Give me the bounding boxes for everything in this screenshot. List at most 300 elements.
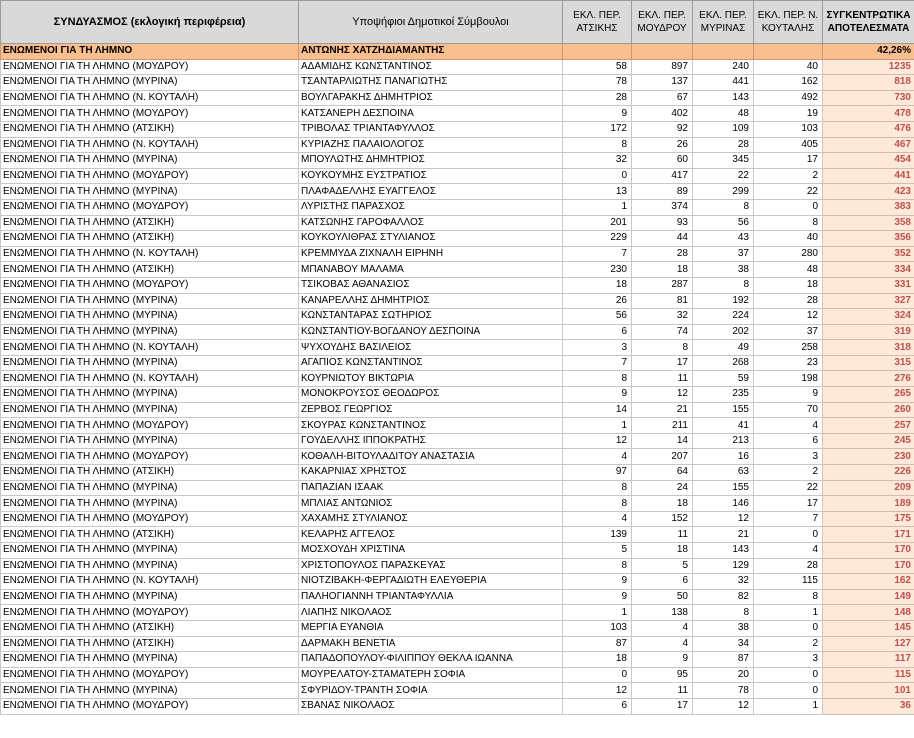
table-row[interactable] — [1, 496, 914, 512]
table-row[interactable] — [1, 215, 914, 231]
party-cell[interactable]: ΕΝΩΜΕΝΟΙ ΓΙΑ ΤΗ ΛΗΜΝΟ (ΑΤΣΙΚΗ) — [1, 262, 299, 278]
atsiki-cell[interactable]: 1 — [563, 418, 632, 434]
total-cell[interactable]: 145 — [823, 620, 914, 636]
table-row[interactable] — [1, 620, 914, 636]
myrina-cell[interactable]: 48 — [693, 106, 754, 122]
party-cell[interactable]: ΕΝΩΜΕΝΟΙ ΓΙΑ ΤΗ ΛΗΜΝΟ (ΜΟΥΔΡΟΥ) — [1, 667, 299, 683]
lead-myrina-cell[interactable] — [693, 44, 754, 60]
table-row[interactable] — [1, 589, 914, 605]
koutali-cell[interactable]: 258 — [754, 340, 823, 356]
candidate-cell[interactable]: ΚΡΕΜΜΥΔΑ ΖΙΧΝΑΛΗ ΕΙΡΗΝΗ — [299, 246, 563, 262]
table-row[interactable] — [1, 636, 914, 652]
total-cell[interactable]: 149 — [823, 589, 914, 605]
koutali-cell[interactable]: 280 — [754, 246, 823, 262]
moudros-cell[interactable]: 11 — [632, 683, 693, 699]
moudros-cell[interactable]: 152 — [632, 511, 693, 527]
moudros-cell[interactable]: 93 — [632, 215, 693, 231]
atsiki-cell[interactable]: 9 — [563, 106, 632, 122]
candidate-cell[interactable]: ΜΠΟΥΛΩΤΗΣ ΔΗΜΗΤΡΙΟΣ — [299, 153, 563, 169]
party-cell[interactable]: ΕΝΩΜΕΝΟΙ ΓΙΑ ΤΗ ΛΗΜΝΟ (ΜΥΡΙΝΑ) — [1, 293, 299, 309]
total-cell[interactable]: 319 — [823, 324, 914, 340]
myrina-cell[interactable]: 143 — [693, 543, 754, 559]
koutali-cell[interactable]: 9 — [754, 387, 823, 403]
moudros-cell[interactable]: 12 — [632, 387, 693, 403]
koutali-cell[interactable]: 17 — [754, 153, 823, 169]
myrina-cell[interactable]: 82 — [693, 589, 754, 605]
total-cell[interactable]: 276 — [823, 371, 914, 387]
party-cell[interactable]: ΕΝΩΜΕΝΟΙ ΓΙΑ ΤΗ ΛΗΜΝΟ (ΜΥΡΙΝΑ) — [1, 558, 299, 574]
candidate-cell[interactable]: ΤΣΑΝΤΑΡΛΙΩΤΗΣ ΠΑΝΑΓΙΩΤΗΣ — [299, 75, 563, 91]
table-row[interactable] — [1, 106, 914, 122]
candidate-cell[interactable]: ΖΕΡΒΟΣ ΓΕΩΡΓΙΟΣ — [299, 402, 563, 418]
party-cell[interactable]: ΕΝΩΜΕΝΟΙ ΓΙΑ ΤΗ ΛΗΜΝΟ (ΜΥΡΙΝΑ) — [1, 543, 299, 559]
atsiki-cell[interactable]: 229 — [563, 231, 632, 247]
total-cell[interactable]: 115 — [823, 667, 914, 683]
atsiki-cell[interactable]: 9 — [563, 589, 632, 605]
candidate-cell[interactable]: ΜΟΣΧΟΥΔΗ ΧΡΙΣΤΙΝΑ — [299, 543, 563, 559]
atsiki-cell[interactable]: 9 — [563, 387, 632, 403]
table-row[interactable] — [1, 168, 914, 184]
koutali-cell[interactable]: 2 — [754, 636, 823, 652]
table-row[interactable] — [1, 324, 914, 340]
header-koutali[interactable]: ΕΚΛ. ΠΕΡ. Ν. ΚΟΥΤΑΛΗΣ — [754, 1, 823, 44]
moudros-cell[interactable]: 28 — [632, 246, 693, 262]
myrina-cell[interactable]: 146 — [693, 496, 754, 512]
candidate-cell[interactable]: ΝΙΟΤΖΙΒΑΚΗ-ΦΕΡΓΑΔΙΩΤΗ ΕΛΕΥΘΕΡΙΑ — [299, 574, 563, 590]
candidate-cell[interactable]: ΜΟΥΡΕΛΑΤΟΥ-ΣΤΑΜΑΤΕΡΗ ΣΟΦΙΑ — [299, 667, 563, 683]
candidate-cell[interactable]: ΠΑΛΗΟΓΙΑΝΝΗ ΤΡΙΑΝΤΑΦΥΛΛΙΑ — [299, 589, 563, 605]
moudros-cell[interactable]: 8 — [632, 340, 693, 356]
lead-total-cell[interactable]: 42,26% — [823, 44, 914, 60]
header-myrina[interactable]: ΕΚΛ. ΠΕΡ. ΜΥΡΙΝΑΣ — [693, 1, 754, 44]
atsiki-cell[interactable]: 1 — [563, 199, 632, 215]
candidate-cell[interactable]: ΠΛΑΦΑΔΕΛΛΗΣ ΕΥΑΓΓΕΛΟΣ — [299, 184, 563, 200]
koutali-cell[interactable]: 18 — [754, 277, 823, 293]
table-row[interactable] — [1, 59, 914, 75]
party-cell[interactable]: ΕΝΩΜΕΝΟΙ ΓΙΑ ΤΗ ΛΗΜΝΟ (ΑΤΣΙΚΗ) — [1, 121, 299, 137]
party-cell[interactable]: ΕΝΩΜΕΝΟΙ ΓΙΑ ΤΗ ΛΗΜΝΟ (ΜΟΥΔΡΟΥ) — [1, 605, 299, 621]
koutali-cell[interactable]: 1 — [754, 605, 823, 621]
atsiki-cell[interactable]: 0 — [563, 667, 632, 683]
moudros-cell[interactable]: 287 — [632, 277, 693, 293]
myrina-cell[interactable]: 78 — [693, 683, 754, 699]
table-row[interactable] — [1, 652, 914, 668]
moudros-cell[interactable]: 207 — [632, 449, 693, 465]
candidate-cell[interactable]: ΜΠΑΝΑΒΟΥ ΜΑΛΑΜΑ — [299, 262, 563, 278]
total-cell[interactable]: 441 — [823, 168, 914, 184]
atsiki-cell[interactable]: 172 — [563, 121, 632, 137]
party-cell[interactable]: ΕΝΩΜΕΝΟΙ ΓΙΑ ΤΗ ΛΗΜΝΟ (ΜΥΡΙΝΑ) — [1, 324, 299, 340]
myrina-cell[interactable]: 192 — [693, 293, 754, 309]
myrina-cell[interactable]: 63 — [693, 465, 754, 481]
myrina-cell[interactable]: 21 — [693, 527, 754, 543]
myrina-cell[interactable]: 235 — [693, 387, 754, 403]
atsiki-cell[interactable]: 4 — [563, 511, 632, 527]
total-cell[interactable]: 117 — [823, 652, 914, 668]
myrina-cell[interactable]: 16 — [693, 449, 754, 465]
candidate-cell[interactable]: ΜΕΡΓΙΑ ΕΥΑΝΘΙΑ — [299, 620, 563, 636]
moudros-cell[interactable]: 18 — [632, 496, 693, 512]
koutali-cell[interactable]: 17 — [754, 496, 823, 512]
moudros-cell[interactable]: 11 — [632, 527, 693, 543]
myrina-cell[interactable]: 8 — [693, 277, 754, 293]
myrina-cell[interactable]: 38 — [693, 262, 754, 278]
total-cell[interactable]: 162 — [823, 574, 914, 590]
party-cell[interactable]: ΕΝΩΜΕΝΟΙ ΓΙΑ ΤΗ ΛΗΜΝΟ (ΑΤΣΙΚΗ) — [1, 215, 299, 231]
party-cell[interactable]: ΕΝΩΜΕΝΟΙ ΓΙΑ ΤΗ ΛΗΜΝΟ (ΜΟΥΔΡΟΥ) — [1, 199, 299, 215]
candidate-cell[interactable]: ΚΑΝΑΡΕΛΛΗΣ ΔΗΜΗΤΡΙΟΣ — [299, 293, 563, 309]
table-row[interactable] — [1, 418, 914, 434]
koutali-cell[interactable]: 0 — [754, 199, 823, 215]
party-cell[interactable]: ΕΝΩΜΕΝΟΙ ΓΙΑ ΤΗ ΛΗΜΝΟ (ΜΟΥΔΡΟΥ) — [1, 698, 299, 714]
atsiki-cell[interactable]: 32 — [563, 153, 632, 169]
candidate-cell[interactable]: ΠΑΠΑΔΟΠΟΥΛΟΥ-ΦΙΛΙΠΠΟΥ ΘΕΚΛΑ ΙΩΑΝΝΑ — [299, 652, 563, 668]
candidate-cell[interactable]: ΚΟΥΚΟΥΛΙΘΡΑΣ ΣΤΥΛΙΑΝΟΣ — [299, 231, 563, 247]
lead-party-cell[interactable]: ΕΝΩΜΕΝΟΙ ΓΙΑ ΤΗ ΛΗΜΝΟ — [1, 44, 299, 60]
table-row[interactable] — [1, 371, 914, 387]
myrina-cell[interactable]: 49 — [693, 340, 754, 356]
moudros-cell[interactable]: 897 — [632, 59, 693, 75]
moudros-cell[interactable]: 67 — [632, 90, 693, 106]
table-row[interactable] — [1, 558, 914, 574]
myrina-cell[interactable]: 441 — [693, 75, 754, 91]
moudros-cell[interactable]: 211 — [632, 418, 693, 434]
myrina-cell[interactable]: 12 — [693, 511, 754, 527]
koutali-cell[interactable]: 3 — [754, 449, 823, 465]
header-atsiki[interactable]: ΕΚΛ. ΠΕΡ. ΑΤΣΙΚΗΣ — [563, 1, 632, 44]
moudros-cell[interactable]: 32 — [632, 309, 693, 325]
lead-atsiki-cell[interactable] — [563, 44, 632, 60]
total-cell[interactable]: 101 — [823, 683, 914, 699]
moudros-cell[interactable]: 9 — [632, 652, 693, 668]
moudros-cell[interactable]: 402 — [632, 106, 693, 122]
myrina-cell[interactable]: 8 — [693, 199, 754, 215]
atsiki-cell[interactable]: 18 — [563, 277, 632, 293]
header-candidate[interactable]: Υποψήφιοι Δημοτικοί Σύμβουλοι — [299, 1, 563, 44]
table-row[interactable] — [1, 293, 914, 309]
moudros-cell[interactable]: 5 — [632, 558, 693, 574]
lead-row[interactable] — [1, 44, 914, 60]
table-row[interactable] — [1, 121, 914, 137]
total-cell[interactable]: 324 — [823, 309, 914, 325]
total-cell[interactable]: 358 — [823, 215, 914, 231]
moudros-cell[interactable]: 18 — [632, 543, 693, 559]
atsiki-cell[interactable]: 56 — [563, 309, 632, 325]
moudros-cell[interactable]: 137 — [632, 75, 693, 91]
moudros-cell[interactable]: 24 — [632, 480, 693, 496]
moudros-cell[interactable]: 21 — [632, 402, 693, 418]
total-cell[interactable]: 467 — [823, 137, 914, 153]
candidate-cell[interactable]: ΧΡΙΣΤΟΠΟΥΛΟΣ ΠΑΡΑΣΚΕΥΑΣ — [299, 558, 563, 574]
moudros-cell[interactable]: 14 — [632, 433, 693, 449]
moudros-cell[interactable]: 6 — [632, 574, 693, 590]
myrina-cell[interactable]: 37 — [693, 246, 754, 262]
koutali-cell[interactable]: 2 — [754, 168, 823, 184]
candidate-cell[interactable]: ΚΟΘΑΛΗ-ΒΙΤΟΥΛΑΔΙΤΟΥ ΑΝΑΣΤΑΣΙΑ — [299, 449, 563, 465]
total-cell[interactable]: 1235 — [823, 59, 914, 75]
myrina-cell[interactable]: 240 — [693, 59, 754, 75]
table-row[interactable] — [1, 355, 914, 371]
koutali-cell[interactable]: 1 — [754, 698, 823, 714]
moudros-cell[interactable]: 95 — [632, 667, 693, 683]
moudros-cell[interactable]: 11 — [632, 371, 693, 387]
table-row[interactable] — [1, 246, 914, 262]
myrina-cell[interactable]: 22 — [693, 168, 754, 184]
party-cell[interactable]: ΕΝΩΜΕΝΟΙ ΓΙΑ ΤΗ ΛΗΜΝΟ (ΜΥΡΙΝΑ) — [1, 683, 299, 699]
lead-koutali-cell[interactable] — [754, 44, 823, 60]
moudros-cell[interactable]: 89 — [632, 184, 693, 200]
total-cell[interactable]: 245 — [823, 433, 914, 449]
party-cell[interactable]: ΕΝΩΜΕΝΟΙ ΓΙΑ ΤΗ ΛΗΜΝΟ (ΜΥΡΙΝΑ) — [1, 75, 299, 91]
total-cell[interactable]: 454 — [823, 153, 914, 169]
party-cell[interactable]: ΕΝΩΜΕΝΟΙ ΓΙΑ ΤΗ ΛΗΜΝΟ (ΜΥΡΙΝΑ) — [1, 402, 299, 418]
total-cell[interactable]: 265 — [823, 387, 914, 403]
total-cell[interactable]: 127 — [823, 636, 914, 652]
total-cell[interactable]: 226 — [823, 465, 914, 481]
table-row[interactable] — [1, 199, 914, 215]
koutali-cell[interactable]: 492 — [754, 90, 823, 106]
myrina-cell[interactable]: 202 — [693, 324, 754, 340]
myrina-cell[interactable]: 41 — [693, 418, 754, 434]
total-cell[interactable]: 257 — [823, 418, 914, 434]
koutali-cell[interactable]: 7 — [754, 511, 823, 527]
koutali-cell[interactable]: 8 — [754, 589, 823, 605]
party-cell[interactable]: ΕΝΩΜΕΝΟΙ ΓΙΑ ΤΗ ΛΗΜΝΟ (ΜΟΥΔΡΟΥ) — [1, 106, 299, 122]
party-cell[interactable]: ΕΝΩΜΕΝΟΙ ΓΙΑ ΤΗ ΛΗΜΝΟ (ΜΥΡΙΝΑ) — [1, 309, 299, 325]
table-row[interactable] — [1, 480, 914, 496]
myrina-cell[interactable]: 20 — [693, 667, 754, 683]
koutali-cell[interactable]: 40 — [754, 59, 823, 75]
candidate-cell[interactable]: ΣΒΑΝΑΣ ΝΙΚΟΛΑΟΣ — [299, 698, 563, 714]
koutali-cell[interactable]: 23 — [754, 355, 823, 371]
koutali-cell[interactable]: 0 — [754, 683, 823, 699]
total-cell[interactable]: 334 — [823, 262, 914, 278]
myrina-cell[interactable]: 38 — [693, 620, 754, 636]
myrina-cell[interactable]: 8 — [693, 605, 754, 621]
myrina-cell[interactable]: 109 — [693, 121, 754, 137]
party-cell[interactable]: ΕΝΩΜΕΝΟΙ ΓΙΑ ΤΗ ΛΗΜΝΟ (ΜΥΡΙΝΑ) — [1, 496, 299, 512]
koutali-cell[interactable]: 6 — [754, 433, 823, 449]
moudros-cell[interactable]: 417 — [632, 168, 693, 184]
atsiki-cell[interactable]: 8 — [563, 371, 632, 387]
table-row[interactable] — [1, 387, 914, 403]
moudros-cell[interactable]: 17 — [632, 355, 693, 371]
total-cell[interactable]: 315 — [823, 355, 914, 371]
koutali-cell[interactable]: 162 — [754, 75, 823, 91]
party-cell[interactable]: ΕΝΩΜΕΝΟΙ ΓΙΑ ΤΗ ΛΗΜΝΟ (ΜΟΥΔΡΟΥ) — [1, 449, 299, 465]
table-row[interactable] — [1, 698, 914, 714]
party-cell[interactable]: ΕΝΩΜΕΝΟΙ ΓΙΑ ΤΗ ΛΗΜΝΟ (Ν. ΚΟΥΤΑΛΗ) — [1, 340, 299, 356]
total-cell[interactable]: 383 — [823, 199, 914, 215]
koutali-cell[interactable]: 3 — [754, 652, 823, 668]
atsiki-cell[interactable]: 13 — [563, 184, 632, 200]
atsiki-cell[interactable]: 12 — [563, 433, 632, 449]
total-cell[interactable]: 230 — [823, 449, 914, 465]
party-cell[interactable]: ΕΝΩΜΕΝΟΙ ΓΙΑ ΤΗ ΛΗΜΝΟ (ΑΤΣΙΚΗ) — [1, 527, 299, 543]
party-cell[interactable]: ΕΝΩΜΕΝΟΙ ΓΙΑ ΤΗ ΛΗΜΝΟ (ΜΟΥΔΡΟΥ) — [1, 418, 299, 434]
table-row[interactable] — [1, 574, 914, 590]
atsiki-cell[interactable]: 14 — [563, 402, 632, 418]
candidate-cell[interactable]: ΑΓΑΠΙΟΣ ΚΩΝΣΤΑΝΤΙΝΟΣ — [299, 355, 563, 371]
table-row[interactable] — [1, 433, 914, 449]
candidate-cell[interactable]: ΜΟΝΟΚΡΟΥΣΟΣ ΘΕΟΔΩΡΟΣ — [299, 387, 563, 403]
table-row[interactable] — [1, 543, 914, 559]
atsiki-cell[interactable]: 58 — [563, 59, 632, 75]
atsiki-cell[interactable]: 8 — [563, 558, 632, 574]
candidate-cell[interactable]: ΚΟΥΡΝΙΩΤΟΥ ΒΙΚΤΩΡΙΑ — [299, 371, 563, 387]
total-cell[interactable]: 170 — [823, 543, 914, 559]
myrina-cell[interactable]: 34 — [693, 636, 754, 652]
myrina-cell[interactable]: 87 — [693, 652, 754, 668]
party-cell[interactable]: ΕΝΩΜΕΝΟΙ ΓΙΑ ΤΗ ΛΗΜΝΟ (ΑΤΣΙΚΗ) — [1, 465, 299, 481]
myrina-cell[interactable]: 155 — [693, 480, 754, 496]
koutali-cell[interactable]: 40 — [754, 231, 823, 247]
party-cell[interactable]: ΕΝΩΜΕΝΟΙ ΓΙΑ ΤΗ ΛΗΜΝΟ (ΑΤΣΙΚΗ) — [1, 231, 299, 247]
atsiki-cell[interactable]: 6 — [563, 698, 632, 714]
total-cell[interactable]: 175 — [823, 511, 914, 527]
party-cell[interactable]: ΕΝΩΜΕΝΟΙ ΓΙΑ ΤΗ ΛΗΜΝΟ (ΜΥΡΙΝΑ) — [1, 387, 299, 403]
koutali-cell[interactable]: 48 — [754, 262, 823, 278]
table-row[interactable] — [1, 184, 914, 200]
party-cell[interactable]: ΕΝΩΜΕΝΟΙ ΓΙΑ ΤΗ ΛΗΜΝΟ (ΜΟΥΔΡΟΥ) — [1, 59, 299, 75]
party-cell[interactable]: ΕΝΩΜΕΝΟΙ ΓΙΑ ΤΗ ΛΗΜΝΟ (Ν. ΚΟΥΤΑΛΗ) — [1, 371, 299, 387]
header-moudros[interactable]: ΕΚΛ. ΠΕΡ. ΜΟΥΔΡΟΥ — [632, 1, 693, 44]
candidate-cell[interactable]: ΓΟΥΔΕΛΛΗΣ ΙΠΠΟΚΡΑΤΗΣ — [299, 433, 563, 449]
myrina-cell[interactable]: 155 — [693, 402, 754, 418]
myrina-cell[interactable]: 32 — [693, 574, 754, 590]
table-row[interactable] — [1, 90, 914, 106]
atsiki-cell[interactable]: 230 — [563, 262, 632, 278]
candidate-cell[interactable]: ΛΙΑΠΗΣ ΝΙΚΟΛΑΟΣ — [299, 605, 563, 621]
candidate-cell[interactable]: ΚΑΤΣΑΝΕΡΗ ΔΕΣΠΟΙΝΑ — [299, 106, 563, 122]
atsiki-cell[interactable]: 28 — [563, 90, 632, 106]
atsiki-cell[interactable]: 78 — [563, 75, 632, 91]
table-row[interactable] — [1, 231, 914, 247]
atsiki-cell[interactable]: 8 — [563, 137, 632, 153]
table-row[interactable] — [1, 262, 914, 278]
atsiki-cell[interactable]: 7 — [563, 355, 632, 371]
total-cell[interactable]: 478 — [823, 106, 914, 122]
candidate-cell[interactable]: ΚΩΝΣΤΑΝΤΙΟΥ-ΒΟΓΔΑΝΟΥ ΔΕΣΠΟΙΝΑ — [299, 324, 563, 340]
header-party[interactable]: ΣΥΝΔΥΑΣΜΟΣ (εκλογική περιφέρεια) — [1, 1, 299, 44]
atsiki-cell[interactable]: 201 — [563, 215, 632, 231]
table-row[interactable] — [1, 605, 914, 621]
total-cell[interactable]: 260 — [823, 402, 914, 418]
table-row[interactable] — [1, 511, 914, 527]
moudros-cell[interactable]: 26 — [632, 137, 693, 153]
atsiki-cell[interactable]: 12 — [563, 683, 632, 699]
koutali-cell[interactable]: 198 — [754, 371, 823, 387]
atsiki-cell[interactable]: 1 — [563, 605, 632, 621]
candidate-cell[interactable]: ΔΑΡΜΑΚΗ ΒΕΝΕΤΙΑ — [299, 636, 563, 652]
table-row[interactable] — [1, 683, 914, 699]
total-cell[interactable]: 423 — [823, 184, 914, 200]
moudros-cell[interactable]: 4 — [632, 636, 693, 652]
myrina-cell[interactable]: 28 — [693, 137, 754, 153]
myrina-cell[interactable]: 12 — [693, 698, 754, 714]
candidate-cell[interactable]: ΤΣΙΚΟΒΑΣ ΑΘΑΝΑΣΙΟΣ — [299, 277, 563, 293]
table-row[interactable] — [1, 340, 914, 356]
total-cell[interactable]: 730 — [823, 90, 914, 106]
koutali-cell[interactable]: 4 — [754, 418, 823, 434]
myrina-cell[interactable]: 143 — [693, 90, 754, 106]
total-cell[interactable]: 36 — [823, 698, 914, 714]
party-cell[interactable]: ΕΝΩΜΕΝΟΙ ΓΙΑ ΤΗ ΛΗΜΝΟ (ΜΥΡΙΝΑ) — [1, 184, 299, 200]
atsiki-cell[interactable]: 26 — [563, 293, 632, 309]
lead-moudros-cell[interactable] — [632, 44, 693, 60]
koutali-cell[interactable]: 2 — [754, 465, 823, 481]
candidate-cell[interactable]: ΣΦΥΡΙΔΟΥ-ΤΡΑΝΤΗ ΣΟΦΙΑ — [299, 683, 563, 699]
candidate-cell[interactable]: ΠΑΠΑΖΙΑΝ ΙΣΑΑΚ — [299, 480, 563, 496]
koutali-cell[interactable]: 28 — [754, 558, 823, 574]
moudros-cell[interactable]: 4 — [632, 620, 693, 636]
myrina-cell[interactable]: 56 — [693, 215, 754, 231]
party-cell[interactable]: ΕΝΩΜΕΝΟΙ ΓΙΑ ΤΗ ΛΗΜΝΟ (ΜΟΥΔΡΟΥ) — [1, 168, 299, 184]
koutali-cell[interactable]: 0 — [754, 527, 823, 543]
koutali-cell[interactable]: 70 — [754, 402, 823, 418]
party-cell[interactable]: ΕΝΩΜΕΝΟΙ ΓΙΑ ΤΗ ΛΗΜΝΟ (ΑΤΣΙΚΗ) — [1, 620, 299, 636]
atsiki-cell[interactable]: 97 — [563, 465, 632, 481]
moudros-cell[interactable]: 92 — [632, 121, 693, 137]
atsiki-cell[interactable]: 3 — [563, 340, 632, 356]
myrina-cell[interactable]: 224 — [693, 309, 754, 325]
koutali-cell[interactable]: 115 — [754, 574, 823, 590]
moudros-cell[interactable]: 60 — [632, 153, 693, 169]
total-cell[interactable]: 318 — [823, 340, 914, 356]
party-cell[interactable]: ΕΝΩΜΕΝΟΙ ΓΙΑ ΤΗ ΛΗΜΝΟ (ΜΥΡΙΝΑ) — [1, 433, 299, 449]
myrina-cell[interactable]: 299 — [693, 184, 754, 200]
moudros-cell[interactable]: 44 — [632, 231, 693, 247]
candidate-cell[interactable]: ΚΩΝΣΤΑΝΤΑΡΑΣ ΣΩΤΗΡΙΟΣ — [299, 309, 563, 325]
candidate-cell[interactable]: ΚΕΛΑΡΗΣ ΑΓΓΕΛΟΣ — [299, 527, 563, 543]
table-row[interactable] — [1, 277, 914, 293]
candidate-cell[interactable]: ΚΑΤΣΩΝΗΣ ΓΑΡΟΦΑΛΛΟΣ — [299, 215, 563, 231]
candidate-cell[interactable]: ΛΥΡΙΣΤΗΣ ΠΑΡΑΣΧΟΣ — [299, 199, 563, 215]
party-cell[interactable]: ΕΝΩΜΕΝΟΙ ΓΙΑ ΤΗ ΛΗΜΝΟ (Ν. ΚΟΥΤΑΛΗ) — [1, 137, 299, 153]
total-cell[interactable]: 171 — [823, 527, 914, 543]
moudros-cell[interactable]: 64 — [632, 465, 693, 481]
candidate-cell[interactable]: ΚΥΡΙΑΖΗΣ ΠΑΛΑΙΟΛΟΓΟΣ — [299, 137, 563, 153]
atsiki-cell[interactable]: 6 — [563, 324, 632, 340]
party-cell[interactable]: ΕΝΩΜΕΝΟΙ ΓΙΑ ΤΗ ΛΗΜΝΟ (ΜΟΥΔΡΟΥ) — [1, 277, 299, 293]
party-cell[interactable]: ΕΝΩΜΕΝΟΙ ΓΙΑ ΤΗ ΛΗΜΝΟ (ΜΥΡΙΝΑ) — [1, 652, 299, 668]
atsiki-cell[interactable]: 0 — [563, 168, 632, 184]
koutali-cell[interactable]: 22 — [754, 184, 823, 200]
table-row[interactable] — [1, 527, 914, 543]
candidate-cell[interactable]: ΒΟΥΛΓΑΡΑΚΗΣ ΔΗΜΗΤΡΙΟΣ — [299, 90, 563, 106]
party-cell[interactable]: ΕΝΩΜΕΝΟΙ ΓΙΑ ΤΗ ΛΗΜΝΟ (Ν. ΚΟΥΤΑΛΗ) — [1, 574, 299, 590]
myrina-cell[interactable]: 268 — [693, 355, 754, 371]
moudros-cell[interactable]: 374 — [632, 199, 693, 215]
party-cell[interactable]: ΕΝΩΜΕΝΟΙ ΓΙΑ ΤΗ ΛΗΜΝΟ (ΜΥΡΙΝΑ) — [1, 355, 299, 371]
moudros-cell[interactable]: 81 — [632, 293, 693, 309]
table-row[interactable] — [1, 667, 914, 683]
header-total[interactable]: ΣΥΓΚΕΝΤΡΩΤΙΚΑ ΑΠΟΤΕΛΕΣΜΑΤΑ — [823, 1, 914, 44]
table-row[interactable] — [1, 309, 914, 325]
atsiki-cell[interactable]: 7 — [563, 246, 632, 262]
table-row[interactable] — [1, 449, 914, 465]
koutali-cell[interactable]: 0 — [754, 667, 823, 683]
party-cell[interactable]: ΕΝΩΜΕΝΟΙ ΓΙΑ ΤΗ ΛΗΜΝΟ (ΜΥΡΙΝΑ) — [1, 480, 299, 496]
party-cell[interactable]: ΕΝΩΜΕΝΟΙ ΓΙΑ ΤΗ ΛΗΜΝΟ (ΜΟΥΔΡΟΥ) — [1, 511, 299, 527]
table-row[interactable] — [1, 137, 914, 153]
party-cell[interactable]: ΕΝΩΜΕΝΟΙ ΓΙΑ ΤΗ ΛΗΜΝΟ (Ν. ΚΟΥΤΑΛΗ) — [1, 90, 299, 106]
atsiki-cell[interactable]: 139 — [563, 527, 632, 543]
table-row[interactable] — [1, 402, 914, 418]
party-cell[interactable]: ΕΝΩΜΕΝΟΙ ΓΙΑ ΤΗ ΛΗΜΝΟ (ΑΤΣΙΚΗ) — [1, 636, 299, 652]
koutali-cell[interactable]: 4 — [754, 543, 823, 559]
total-cell[interactable]: 352 — [823, 246, 914, 262]
